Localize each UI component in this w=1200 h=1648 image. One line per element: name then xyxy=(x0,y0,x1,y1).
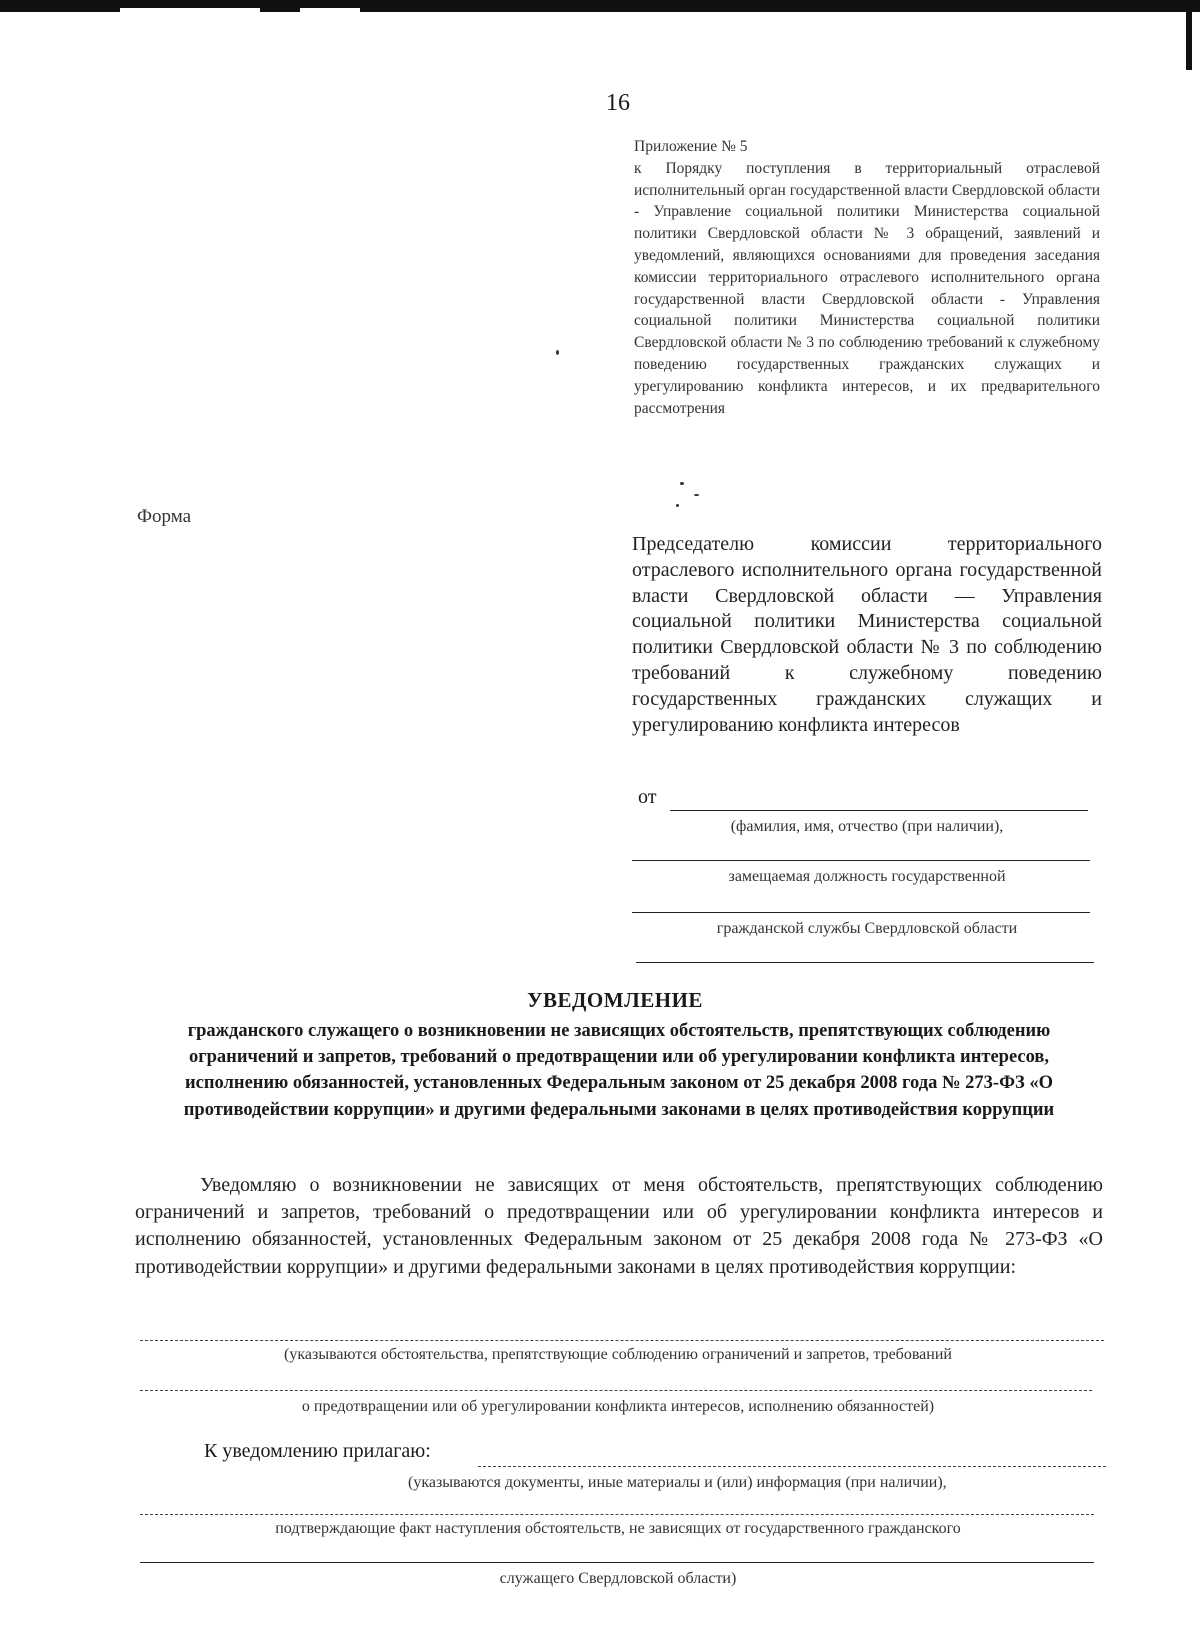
from-name-line[interactable] xyxy=(670,810,1088,811)
scan-speck xyxy=(694,494,699,496)
hint-circumstances-2: о предотвращении или об урегулировании конфликта интересов, исполнению обязанностей) xyxy=(301,1398,935,1415)
attachments-label: К уведомлению прилагаю: xyxy=(204,1440,431,1462)
attachments-line-2[interactable] xyxy=(140,1514,1094,1515)
hint-full-name: (фамилия, имя, отчество (при наличии), xyxy=(730,818,1004,835)
hint-circumstances-1: (указываются обстоятельства, препятствующие соблюдению ограничений и запретов, требований xyxy=(284,1346,952,1363)
hint-service: гражданской службы Свердловской области xyxy=(716,920,1018,937)
appendix-block xyxy=(634,136,1100,419)
hint-attachments-3: служащего Свердловской области) xyxy=(499,1570,737,1587)
hint-attachments-2: подтверждающие факт наступления обстоятельств, не зависящих от государственного гражданского xyxy=(275,1520,961,1537)
appendix-title: Приложение № 5 xyxy=(634,138,748,155)
service-line[interactable] xyxy=(632,912,1090,913)
attachments-line-3[interactable] xyxy=(140,1562,1094,1563)
form-label: Форма xyxy=(137,506,192,527)
document-subtitle: гражданского служащего о возникновении не зависящих обстоятельств, препятствующих соблюдению ограничений и запретов, требований о предотвращении или об урегулировании конфликта интересов, исполнению обязанностей, установленных Федеральным законом от 25 декабря 2008 года № 273-ФЗ «О противодействии коррупции» и другими федеральными законами в целях противодействия коррупции xyxy=(183,1021,1055,1120)
document-title: УВЕДОМЛЕНИЕ xyxy=(527,988,703,1012)
position-line[interactable] xyxy=(632,860,1090,861)
circumstances-line-1[interactable] xyxy=(140,1340,1104,1341)
notice-body: Уведомляю о возникновении не зависящих от меня обстоятельств, препятствующих соблюдению ограничений и запретов, требований о предотвращении или об урегулировании конфликта интересов и исполнению обязанностей, установленных Федеральным законом от 25 декабря 2008 года № 273-ФЗ «О противодействии коррупции» и другими федеральными законами в целях противодействия коррупции: xyxy=(135,1174,1103,1278)
extra-line[interactable] xyxy=(636,962,1094,963)
scan-border-right xyxy=(1186,0,1192,70)
scan-speck xyxy=(680,482,684,485)
addressee-block: Председателю комиссии территориального отраслевого исполнительного органа государственной власти Свердловской области — Управления социальной политики Министерства социальной политики Свердловской области № 3 по соблюдению требований к служебному поведению государственных гражданских служащих и урегулированию конфликта интересов xyxy=(632,533,1102,736)
page-number: 16 xyxy=(606,90,630,116)
attachments-line-1[interactable] xyxy=(478,1466,1106,1467)
from-row xyxy=(638,786,1090,814)
hint-attachments-1: (указываются документы, иные материалы и (или) информация (при наличии), xyxy=(408,1474,947,1491)
hint-position: замещаемая должность государственной xyxy=(728,868,1006,885)
circumstances-line-2[interactable] xyxy=(140,1390,1092,1391)
appendix-text: к Порядку поступления в территориальный отраслевой исполнительный орган государственной власти Свердловской области - Управление социальной политики Министерства социальной политики Свердловской области № 3 обращений, заявлений и уведомлений, являющихся основаниями для проведения заседания комиссии территориального отраслевого исполнительного органа государственной власти Свердловской области - Управления социальной политики Министерства социальной политики Свердловской области № 3 по соблюдению требований к служебному поведению государственных гражданских служащих и урегулированию конфликта интересов, и их предварительного рассмотрения xyxy=(634,159,1100,417)
scan-speck xyxy=(676,504,679,507)
scan-speck xyxy=(556,350,559,355)
from-label: от xyxy=(638,786,657,808)
scan-border-top xyxy=(0,0,1200,12)
